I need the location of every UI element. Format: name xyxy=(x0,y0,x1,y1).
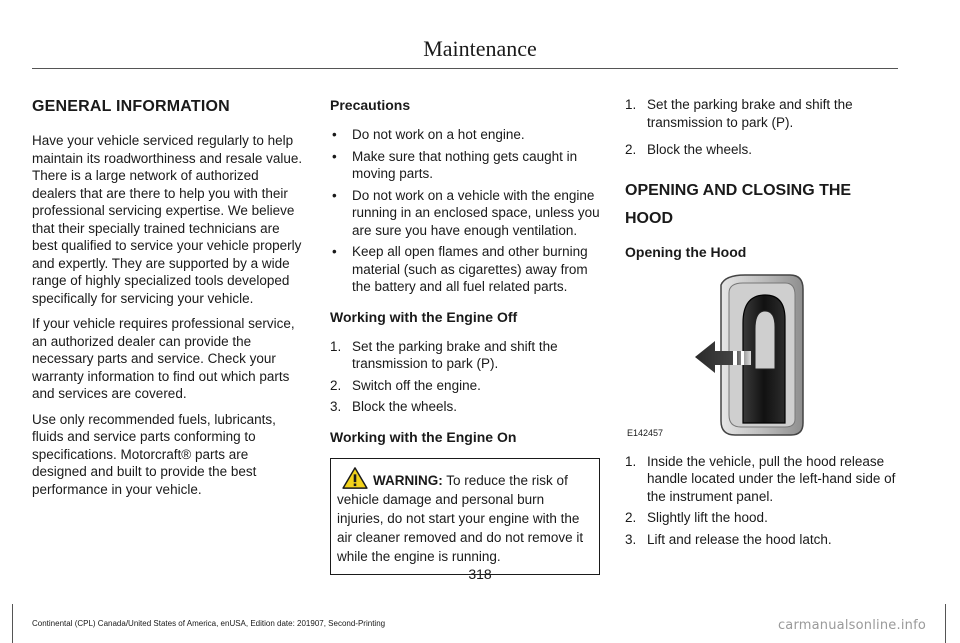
figure-label: E142457 xyxy=(627,428,664,438)
opening-hood-heading: Opening the Hood xyxy=(625,243,747,260)
list-item: 2. Block the wheels. xyxy=(625,142,753,157)
list-item: 1. Set the parking brake and shift the transmission to park (P). xyxy=(625,97,853,130)
column-precautions xyxy=(330,96,600,575)
watermark: carmanualsonline.info xyxy=(777,618,926,633)
page-number: 318 xyxy=(468,566,492,582)
list-item: 3. Lift and release the hood latch. xyxy=(625,531,832,547)
warning-text: To reduce the risk of vehicle damage and personal burn injuries, do not start your engine with the air cleaner removed and do not remove it while the engine is running. xyxy=(337,472,584,564)
precautions-heading: Precautions xyxy=(330,97,411,113)
engine-off-steps xyxy=(330,338,600,416)
list-item: • Do not work on a hot engine. xyxy=(330,126,600,144)
crop-mark xyxy=(945,604,946,643)
bottom-steps xyxy=(625,453,897,549)
column-hood xyxy=(625,96,897,560)
list-item: 1. Set the parking brake and shift the transmission to park (P). xyxy=(330,338,558,371)
general-information-heading: GENERAL INFORMATION xyxy=(32,98,230,115)
list-item: • Make sure that nothing gets caught in moving parts. xyxy=(330,148,600,183)
list-item: • Do not work on a vehicle with the engine running in an enclosed space, unless you are sure you have enough ventilation. xyxy=(330,187,600,240)
precautions-list xyxy=(330,126,600,296)
engine-off-heading: Working with the Engine Off xyxy=(330,308,518,325)
footer-edition-text: Continental (CPL) Canada/United States of America, enUSA, Edition date: 201907, Second-Printing xyxy=(32,619,386,628)
list-item: 1. Inside the vehicle, pull the hood release handle located under the left-hand side of the instrument panel. xyxy=(625,453,896,504)
crop-mark xyxy=(12,604,13,643)
warning-triangle-icon xyxy=(341,467,369,489)
list-item: 2. Switch off the engine. xyxy=(330,377,481,393)
hood-release-handle-illustration xyxy=(625,273,897,443)
hood-release-figure xyxy=(625,273,897,443)
top-steps xyxy=(625,96,897,159)
warning-label: WARNING: xyxy=(373,472,443,488)
page-header-title: Maintenance xyxy=(423,36,537,61)
list-item: 3. Block the wheels. xyxy=(330,399,458,414)
hood-heading: OPENING AND CLOSING THE HOOD xyxy=(625,181,852,227)
list-item: 2. Slightly lift the hood. xyxy=(625,510,768,525)
list-item: • Keep all open flames and other burning material (such as cigarettes) away from the battery and all fuel related parts. xyxy=(330,243,600,296)
paragraph: If your vehicle requires professional service, an authorized dealer can provide the necessary parts and service. Check your warranty information to find out which parts and services are covered. xyxy=(32,316,295,401)
engine-on-heading: Working with the Engine On xyxy=(330,428,517,445)
warning-box xyxy=(330,458,600,575)
header-rule xyxy=(32,68,898,69)
paragraph: Have your vehicle serviced regularly to help maintain its roadworthiness and resale value. There is a large network of authorized dealers that are there to help you with their professional servicing expertise. We believe that their specially trained technicians are best qualified to service your vehicle properly and expertly. They are supported by a wide range of highly specialized tools developed specifically for servicing your vehicle. xyxy=(32,133,303,306)
paragraph: Use only recommended fuels, lubricants, fluids and service parts conforming to specifications. Motorcraft® parts are designed and built to provide the best performance in your vehicle. xyxy=(32,411,276,497)
column-general-information xyxy=(32,96,304,506)
